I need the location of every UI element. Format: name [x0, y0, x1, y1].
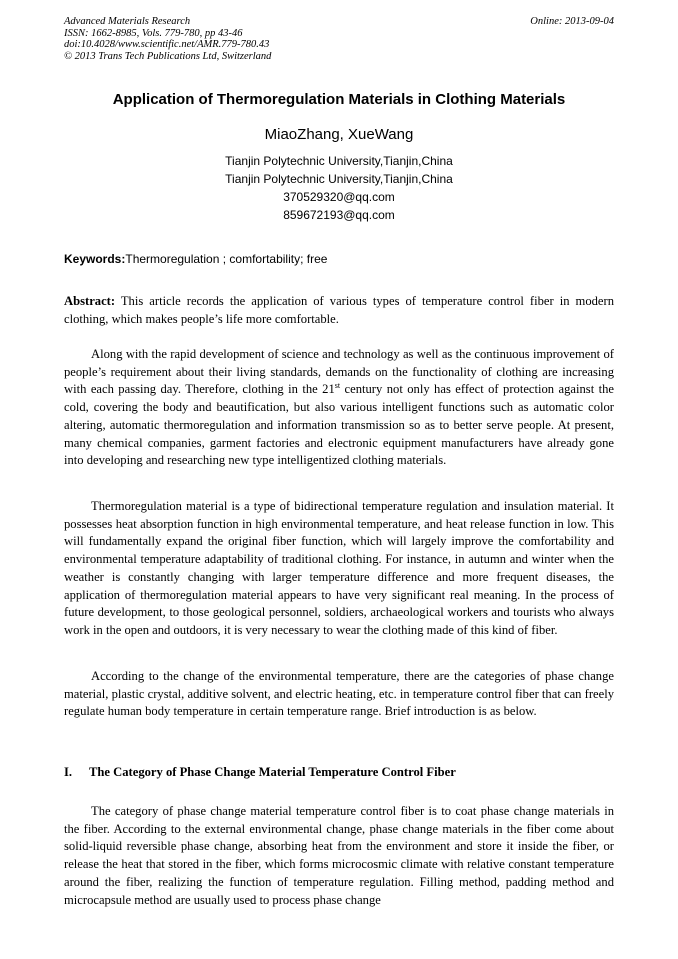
affiliations: [0, 152, 678, 224]
online-date: Online: 2013-09-04: [530, 16, 614, 27]
journal-header: [64, 16, 271, 62]
paragraph-3: According to the change of the environmental temperature, there are the categories of phase change material, plastic crystal, additive solvent, and electric heating, etc. in temperature control fiber that can freely regulate human body temperature in certain temperature range. Brief introduction is as below.: [64, 669, 614, 719]
paragraph-4: The category of phase change material temperature control fiber is to coat phase change materials in the fiber. According to the external environmental change, phase change materials in the fiber come about solid-liquid reversible phase change, absorbing heat from the environment and store it inside the fiber, or release the heat that stored in the fiber, which forms microcosmic climate with relative constant temperature around the fiber, realizing the function of temperature regulation. Filling method, padding method and microcapsule method are usually used to process phase change: [64, 804, 614, 907]
doi-line: doi:10.4028/www.scientific.net/AMR.779-780.43: [64, 39, 270, 50]
paragraph-2: Thermoregulation material is a type of bidirectional temperature regulation and insulation material. It possesses heat absorption function in high environmental temperature, and heat release function in low. This will fundamentally expand the original fiber function, which will largely improve the comfortability and environmental temperature adaptability of traditional clothing. For instance, in autumn and winter when the weather is constantly changing with larger temperature difference and more frequent diseases, the application of thermoregulation material appears to have very significant real meaning. In the process of future development, to those geological personnel, soldiers, archaeological workers and tourists who always work in the open and outdoors, it is very necessary to wear the clothing made of this kind of fiber.: [64, 499, 614, 637]
email-1: 370529320@qq.com: [283, 190, 395, 204]
abstract-label: Abstract:: [64, 294, 116, 308]
keywords: [64, 251, 327, 267]
section-title: The Category of Phase Change Material Temperature Control Fiber: [89, 765, 456, 779]
paragraph-1: [64, 346, 614, 470]
paragraph-1-text-a: Along with the rapid development of science and technology as well as the continuous improvement of people’s requirement about their living standards, demands on the functionality of clothing are increasing with each passing day. Therefore, clothing in the 21: [64, 347, 614, 397]
superscript-st: st: [334, 381, 341, 391]
author-list: MiaoZhang, XueWang: [264, 126, 414, 143]
issn-line: ISSN: 1662-8985, Vols. 779-780, pp 43-46: [64, 27, 243, 39]
affiliation-2: Tianjin Polytechnic University,Tianjin,China: [225, 172, 453, 186]
journal-name: Advanced Materials Research: [64, 16, 191, 27]
section-heading: [64, 764, 456, 780]
affiliation-1: Tianjin Polytechnic University,Tianjin,China: [225, 154, 453, 168]
section-number: I.: [64, 765, 73, 779]
keywords-label: Keywords:: [64, 252, 126, 266]
abstract-text: This article records the application of various types of temperature control fiber in modern clothing, which makes people’s life more comfortable.: [64, 294, 614, 326]
email-2: 859672193@qq.com: [283, 208, 395, 222]
paragraph-1-text-b: century not only has effect of protection against the cold, covering the body and beautification, but also various intelligent functions such as automatic color altering, automatic thermoregulation and information transmission so as to better serve people. At present, many chemical companies, garment factories and electronic equipment manufacturers have already gone into developing and researching new type intelligentized clothing materials.: [64, 382, 615, 468]
paper-title: Application of Thermoregulation Materials in Clothing Materials: [112, 91, 566, 108]
keywords-text: Thermoregulation ; comfortability; free: [125, 252, 328, 266]
copyright-line: © 2013 Trans Tech Publications Ltd, Switzerland: [64, 50, 272, 62]
abstract: [64, 293, 614, 328]
